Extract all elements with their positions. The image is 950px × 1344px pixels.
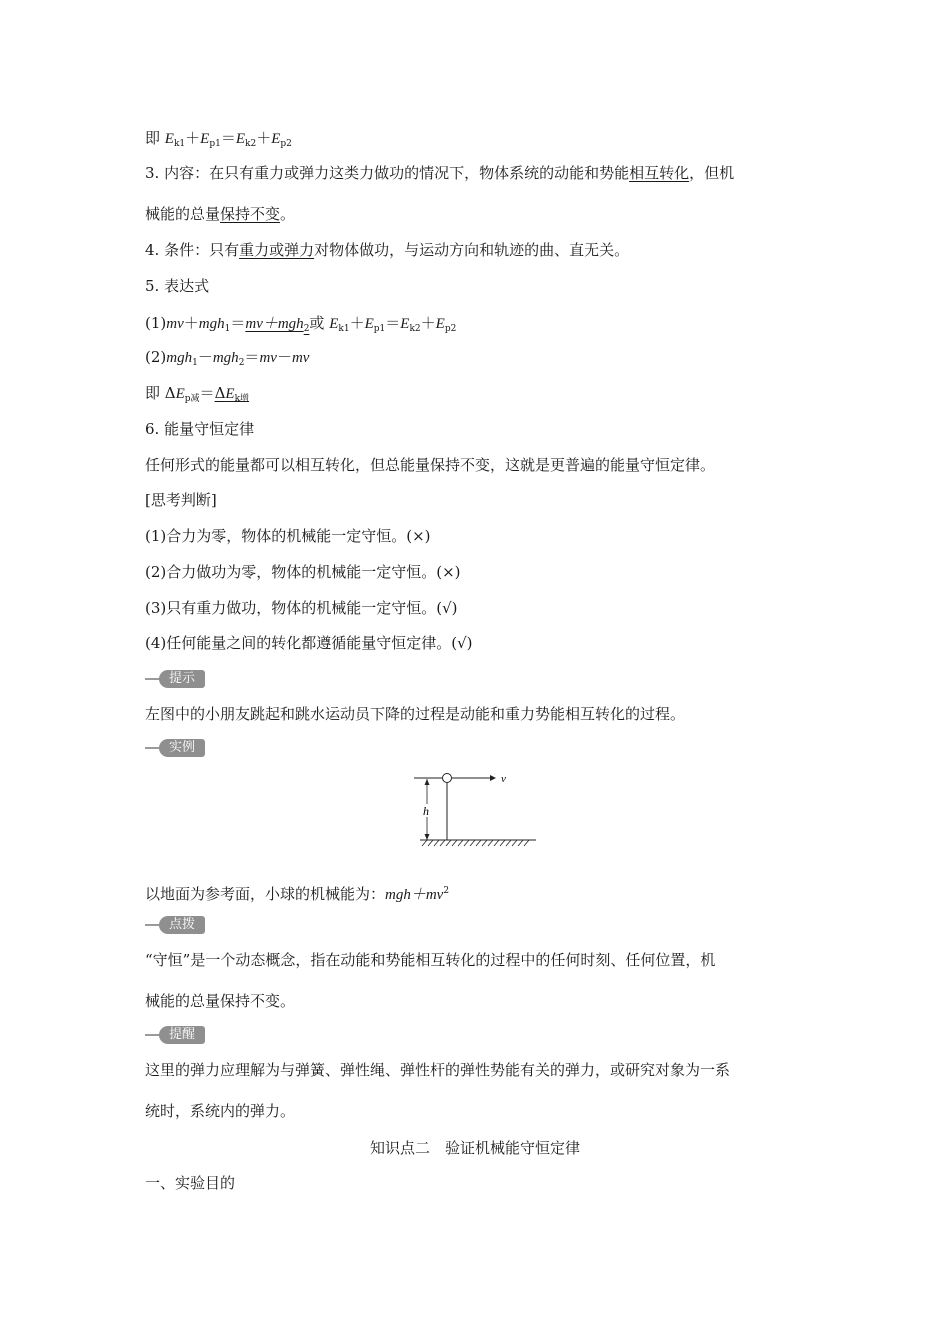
ball-on-pillar-figure (410, 768, 550, 848)
example-text: 以地面为参考面，小球的机械能为：$mgh+mv^2$ (145, 885, 450, 903)
point-tag-label: 点拨 (159, 916, 205, 934)
expression-2: (2)mgh$_1$－mgh$_2$＝mv－mv (145, 348, 310, 368)
judgement-item-4: (4)任何能量之间的转化都遵循能量守恒定律。(√) (145, 634, 473, 652)
energy-conservation-heading: 6. 能量守恒定律 (145, 420, 255, 438)
energy-conservation-text: 任何形式的能量都可以相互转化，但总能量保持不变，这就是更普遍的能量守恒定律。 (145, 456, 716, 474)
condition-paragraph: 4. 条件：只有重力或弹力对物体做功，与运动方向和轨迹的曲、直无关。 (145, 241, 630, 259)
remind-text-line2: 统时，系统内的弹力。 (145, 1102, 296, 1120)
delta-energy-equation: 即 $\Delta E_{p减}=\Delta E_{k增}$ (145, 384, 250, 404)
sub-title: 一、实验目的 (145, 1174, 236, 1192)
velocity-arrowhead (490, 775, 496, 781)
height-arrow-top (425, 779, 430, 785)
point-text-line2: 械能的总量保持不变。 (145, 992, 296, 1010)
expression-heading: 5. 表达式 (145, 277, 210, 295)
example-tag-label: 实例 (159, 739, 205, 757)
velocity-label: v (501, 773, 506, 785)
judgement-item-3: (3)只有重力做功，物体的机械能一定守恒。(√) (145, 599, 458, 617)
hint-text: 左图中的小朋友跳起和跳水运动员下降的过程是动能和重力势能相互转化的过程。 (145, 705, 686, 723)
content-paragraph-line1: 3. 内容：在只有重力或弹力这类力做功的情况下，物体系统的动能和势能相互转化，但机 (145, 164, 735, 182)
remind-text-line1: 这里的弹力应理解为与弹簧、弹性绳、弹性杆的弹性势能有关的弹力，或研究对象为一系 (145, 1061, 731, 1079)
hint-tag (145, 670, 205, 688)
content-paragraph-line2: 械能的总量保持不变。 (145, 205, 296, 223)
ball (443, 774, 452, 783)
remind-tag-label: 提醒 (159, 1026, 205, 1044)
height-arrow-bottom (425, 834, 430, 840)
judgement-item-2: (2)合力做功为零，物体的机械能一定守恒。(×) (145, 563, 461, 581)
expression-1: (1)mv＋mgh$_1$＝mv＋mgh$_2$或 $E_{k1}+E_{p1}=E_{k2}+E_{p2}$ (145, 314, 457, 334)
energy-sum-equation: 即 $E_{k1}+E_{p1}=E_{k2}+E_{p2}$ (145, 129, 292, 149)
ground-hatching (422, 840, 529, 846)
example-tag (145, 739, 205, 757)
judgement-item-1: (1)合力为零，物体的机械能一定守恒。(×) (145, 527, 431, 545)
height-label: h (423, 804, 429, 818)
judgement-heading: [思考判断] (145, 491, 217, 509)
point-tag (145, 916, 205, 934)
hint-tag-label: 提示 (159, 670, 205, 688)
point-text-line1: “守恒”是一个动态概念，指在动能和势能相互转化的过程中的任何时刻、任何位置，机 (145, 951, 716, 969)
remind-tag (145, 1026, 205, 1044)
section-title: 知识点二 验证机械能守恒定律 (369, 1139, 580, 1157)
